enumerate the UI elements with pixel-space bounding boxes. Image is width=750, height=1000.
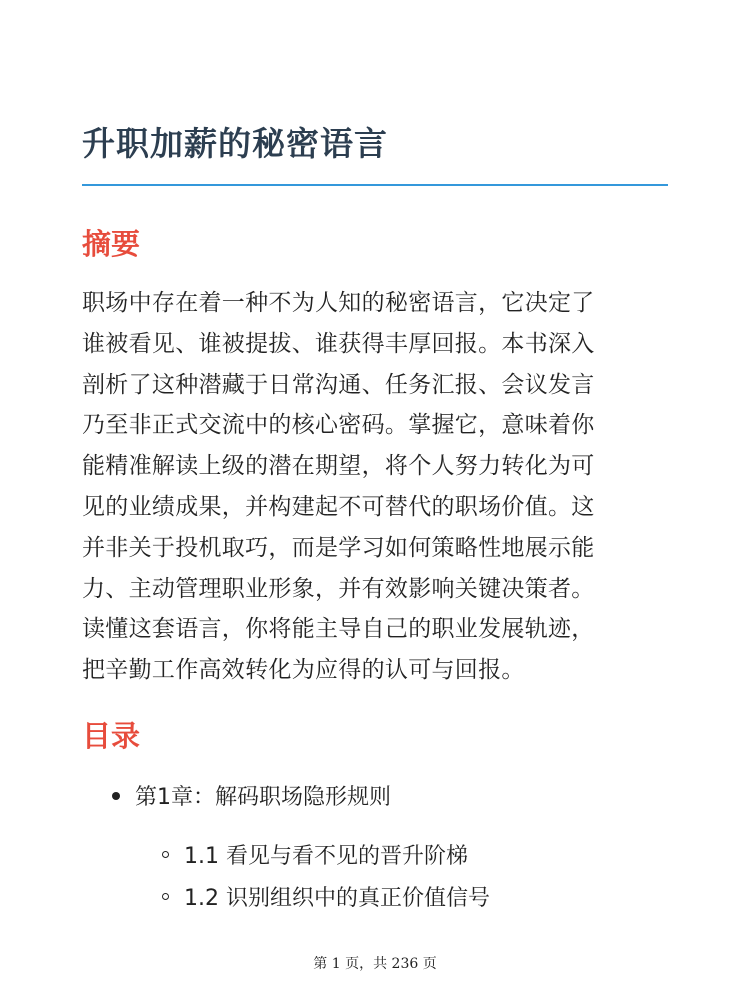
bullet-disc-icon (112, 792, 120, 800)
abstract-line: 职场中存在着一种不为人知的秘密语言，它决定了 (82, 290, 595, 316)
toc-section-1-1-label: 1.1 看见与看不见的晋升阶梯 (184, 844, 468, 869)
page-title: 升职加薪的秘密语言 (82, 124, 388, 163)
toc-chapter-1[interactable] (112, 780, 391, 811)
abstract-heading: 摘要 (82, 227, 141, 261)
abstract-line: 能精准解读上级的潜在期望，将个人努力转化为可 (82, 453, 595, 480)
toc-section-1-2[interactable] (162, 881, 490, 912)
title-divider (82, 184, 668, 186)
abstract-line: 并非关于投机取巧，而是学习如何策略性地展示能 (82, 534, 595, 561)
abstract-line: 乃至非正式交流中的核心密码。掌握它，意味着你 (82, 412, 595, 439)
abstract-line: 把辛勤工作高效转化为应得的认可与回报。 (82, 657, 525, 684)
abstract-line: 剖析了这种潜藏于日常沟通、任务汇报、会议发言 (82, 371, 595, 398)
toc-section-1-2-label: 1.2 识别组织中的真正价值信号 (184, 886, 490, 911)
bullet-circle-icon (162, 893, 169, 900)
toc-section-1-1[interactable] (162, 839, 468, 870)
toc-heading: 目录 (82, 719, 141, 753)
abstract-line: 读懂这套语言，你将能主导自己的职业发展轨迹， (82, 616, 595, 643)
abstract-paragraph (82, 283, 672, 691)
toc-chapter-1-label: 第1章：解码职场隐形规则 (135, 785, 391, 810)
abstract-line: 谁被看见、谁被提拔、谁获得丰厚回报。本书深入 (82, 330, 595, 357)
abstract-line: 力、主动管理职业形象，并有效影响关键决策者。 (82, 575, 595, 602)
bullet-circle-icon (162, 851, 169, 858)
abstract-line: 见的业绩成果，并构建起不可替代的职场价值。这 (82, 493, 595, 520)
page-footer: 第 1 页，共 236 页 (313, 956, 437, 972)
